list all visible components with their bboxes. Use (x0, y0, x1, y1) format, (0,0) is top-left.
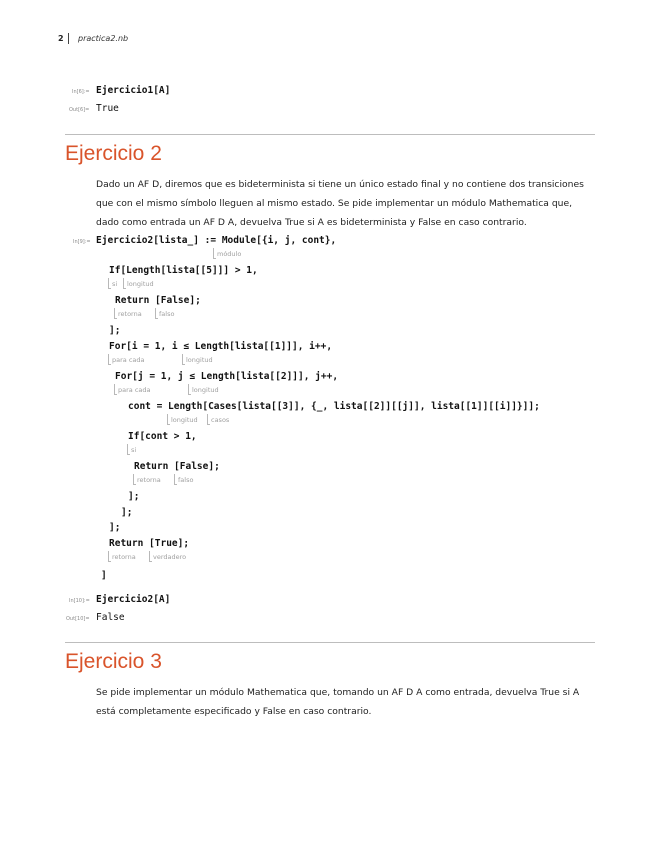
header-divider (68, 33, 69, 44)
hint-verdadero: verdadero (153, 553, 187, 561)
hint-longitud: longitud (186, 356, 213, 364)
code-line[interactable]: ]; (121, 507, 133, 518)
hint-retorna: retorna (112, 553, 136, 561)
notebook-filename: practica2.nb (78, 34, 129, 43)
code-line[interactable]: Return [False]; (115, 295, 201, 306)
hint-longitud: longitud (171, 416, 198, 424)
code-line[interactable]: For[i = 1, i ≤ Length[lista[[1]]], i++, (109, 341, 333, 352)
input-code: Ejercicio2[A] (96, 594, 171, 605)
section-paragraph: Se pide implementar un módulo Mathematica que, tomando un AF D A como entrada, devuelva True si A está completamente especificado y False en caso contrario. (96, 687, 580, 717)
code-line[interactable]: ]; (109, 325, 121, 336)
input-cell[interactable] (96, 594, 170, 605)
output-cell: False (96, 612, 125, 623)
code-line[interactable]: Return [False]; (134, 461, 220, 472)
section-paragraph: Dado un AF D, diremos que es bideterminista si tiene un único estado final y no contiene dos transiciones que con el mismo símbolo lleguen al mismo estado. Se pide implementar un módulo Mathematica que, dado como entrada un AF D A, devuelva True si A es bideterminista y False en caso contrario. (96, 179, 584, 228)
output-label: Out[10]= (66, 616, 90, 622)
code-line[interactable]: cont = Length[Cases[lista[[3]], {_, lista[[2]][[j]], lista[[1]][[i]]}]]; (128, 401, 540, 412)
code-line[interactable]: Return [True]; (109, 538, 190, 549)
output-label: Out[6]= (69, 107, 90, 113)
input-code: Ejercicio1[A] (96, 85, 171, 96)
input-label: In[9]:= (73, 239, 91, 245)
hint-falso: falso (178, 476, 194, 484)
hint-modulo: módulo (217, 250, 242, 258)
hint-para-cada: para cada (118, 386, 151, 394)
hint-falso: falso (159, 310, 175, 318)
code-line[interactable]: For[j = 1, j ≤ Length[lista[[2]]], j++, (115, 371, 339, 382)
code-line[interactable]: If[Length[lista[[5]]] > 1, (109, 265, 258, 276)
code-line[interactable]: ]; (128, 491, 140, 502)
hint-si: si (131, 446, 137, 454)
output-cell: True (96, 103, 119, 114)
code-line[interactable]: If[cont > 1, (128, 431, 197, 442)
input-label: In[6]:= (72, 89, 90, 95)
input-label: In[10]:= (69, 598, 90, 604)
hint-retorna: retorna (118, 310, 142, 318)
hint-retorna: retorna (137, 476, 161, 484)
hint-longitud: longitud (127, 280, 154, 288)
section-divider (65, 134, 595, 135)
section-divider (65, 642, 595, 643)
code-line[interactable]: Ejercicio2[lista_] := Module[{i, j, cont}, (96, 235, 337, 246)
section-title: Ejercicio 3 (65, 650, 162, 673)
hint-para-cada: para cada (112, 356, 145, 364)
hint-casos: casos (211, 416, 230, 424)
hint-si: si (112, 280, 118, 288)
hint-longitud: longitud (192, 386, 219, 394)
code-line[interactable]: ]; (109, 522, 121, 533)
input-cell[interactable] (96, 85, 170, 96)
section-title: Ejercicio 2 (65, 142, 162, 165)
page-number: 2 (58, 34, 64, 43)
code-line[interactable]: ] (101, 570, 107, 581)
